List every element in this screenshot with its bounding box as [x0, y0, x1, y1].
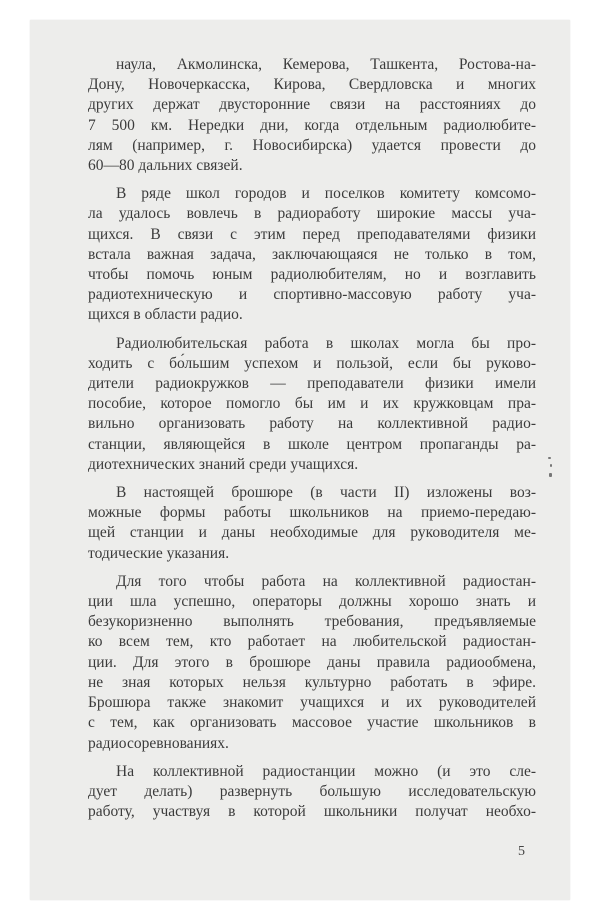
text-line: Брошюра также знакомит учащихся и их руководителей [88, 694, 536, 712]
text-line: щихся. В связи с этим перед преподавателями физики [88, 225, 536, 243]
paragraph [88, 572, 536, 754]
text-line: пособие, которое помогло бы им и их кружковцам пра- [88, 395, 536, 413]
text-line: 7 500 км. Нередки дни, когда отдельным радиолюбите- [88, 116, 536, 134]
text-line: лям (например, г. Новосибирска) удается провести до [88, 136, 536, 154]
text-line: Дону, Новочеркасска, Кирова, Свердловска и многих [88, 76, 536, 94]
paragraph [88, 55, 536, 176]
text-line: чтобы помочь юным радиолюбителям, но и возглавить [88, 266, 536, 284]
text-line: можные формы работы школьников на приемо-передаю- [88, 504, 536, 522]
text-line: дители радиокружков — преподаватели физики имели [88, 375, 536, 393]
body-text [88, 55, 536, 822]
text-line: диотехнических знаний среди учащихся. [88, 455, 359, 473]
text-line: щихся в области радио. [88, 306, 243, 324]
text-line: ходить с бо́льшим успехом и пользой, если бы руково- [88, 354, 536, 372]
text-line: На коллективной радиостанции можно (и это сле- [116, 762, 536, 780]
paragraph [88, 483, 536, 564]
text-line: станции, являющейся в школе центром пропаганды ра- [88, 435, 536, 453]
text-line: вильно организовать работу на коллективной радио- [88, 415, 536, 433]
text-line: 60—80 дальних связей. [88, 157, 243, 175]
text-line: ции. Для этого в брошюре даны правила радиообмена, [88, 653, 536, 671]
paragraph [88, 334, 536, 475]
text-line: не зная которых нельзя культурно работать в эфире. [88, 673, 536, 691]
text-line: радиотехническую и спортивно-массовую работу уча- [88, 286, 536, 304]
text-line: ла удалось вовлечь в радиоработу широкие массы уча- [88, 205, 536, 223]
text-line: других держат двусторонние связи на расстояниях до [88, 96, 536, 114]
text-line: с тем, как организовать массовое участие школьников в [88, 714, 536, 732]
text-line: щей станции и даны необходимые для руководителя ме- [88, 524, 536, 542]
text-line: Радиолюбительская работа в школах могла бы про- [116, 334, 536, 352]
text-line: ции шла успешно, операторы должны хорошо знать и [88, 593, 536, 611]
text-line: ко всем тем, кто работает на любительской радиостан- [88, 633, 536, 651]
text-line: встала важная задача, заключающаяся не только в том, [88, 245, 536, 263]
page-number: 5 [518, 844, 525, 859]
text-line: работу, участвуя в которой школьники получат необхо- [88, 803, 536, 821]
text-line: безукоризненно выполнять требования, предъявляемые [88, 613, 536, 631]
text-line: В ряде школ городов и поселков комитету комсомо- [116, 185, 536, 203]
text-line: Для того чтобы работа на коллективной радиостан- [116, 572, 536, 590]
text-line: дует делать) развернуть большую исследовательскую [88, 782, 536, 800]
text-line: тодические указания. [88, 544, 230, 562]
text-line: радиосоревнованиях. [88, 734, 229, 752]
text-line: наула, Акмолинска, Кемерова, Ташкента, Ростова-на- [116, 56, 536, 73]
text-line: В настоящей брошюре (в части II) изложены воз- [116, 484, 536, 502]
paragraph [88, 762, 536, 823]
paragraph [88, 184, 536, 325]
